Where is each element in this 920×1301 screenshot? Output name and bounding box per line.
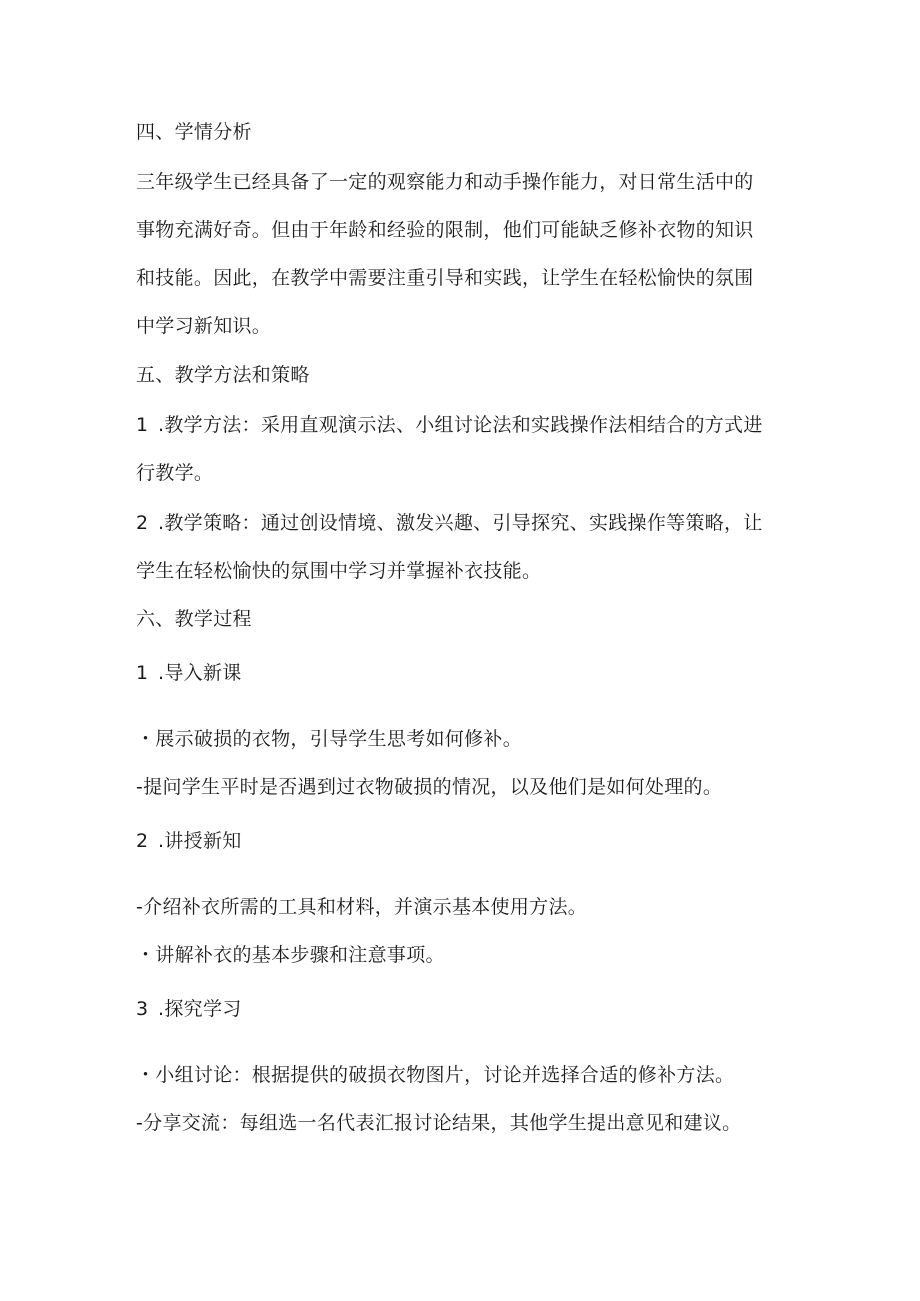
- section-heading-methods: 五、教学方法和策略: [136, 364, 310, 386]
- section-heading-student-analysis: 四、学情分析: [136, 121, 252, 143]
- paragraph-line: 事物充满好奇。但由于年龄和经验的限制，他们可能缺乏修补衣物的知识: [136, 219, 754, 241]
- list-text: .讲授新知: [158, 830, 242, 852]
- paragraph-line: 学生在轻松愉快的氛围中学习并掌握补衣技能。: [136, 560, 542, 582]
- bullet-line: -提问学生平时是否遇到过衣物破损的情况，以及他们是如何处理的。: [136, 776, 723, 798]
- section-heading-process: 六、教学过程: [136, 608, 252, 630]
- step-title-inquiry: [136, 997, 796, 1021]
- list-number: 1: [136, 414, 149, 436]
- bullet-line: -介绍补衣所需的工具和材料，并演示基本使用方法。: [136, 896, 588, 918]
- list-text: .教学方法：采用直观演示法、小组讨论法和实践操作法相结合的方式进: [158, 414, 763, 436]
- paragraph-line: 中学习新知识。: [136, 315, 272, 337]
- list-text: .导入新课: [158, 662, 242, 684]
- paragraph-line: 三年级学生已经具备了一定的观察能力和动手操作能力，对日常生活中的: [136, 171, 754, 193]
- list-number: 2: [136, 512, 149, 534]
- step-title-intro: [136, 661, 796, 685]
- list-item-teaching-method: [136, 413, 796, 437]
- bullet-line: ・展示破损的衣物，引导学生思考如何修补。: [136, 728, 523, 750]
- list-number: 3: [136, 998, 149, 1020]
- paragraph-line: 行教学。: [136, 462, 214, 484]
- list-number: 2: [136, 830, 149, 852]
- paragraph-line: 和技能。因此，在教学中需要注重引导和实践，让学生在轻松愉快的氛围: [136, 267, 754, 289]
- list-text: .教学策略：通过创设情境、激发兴趣、引导探究、实践操作等策略，让: [158, 512, 763, 534]
- bullet-line: ・小组讨论：根据提供的破损衣物图片，讨论并选择合适的修补方法。: [136, 1064, 735, 1086]
- step-title-new-knowledge: [136, 829, 796, 853]
- list-text: .探究学习: [158, 998, 242, 1020]
- bullet-line: -分享交流：每组选一名代表汇报讨论结果，其他学生提出意见和建议。: [136, 1112, 742, 1134]
- list-item-teaching-strategy: [136, 511, 796, 535]
- list-number: 1: [136, 662, 149, 684]
- bullet-line: ・讲解补衣的基本步骤和注意事项。: [136, 944, 445, 966]
